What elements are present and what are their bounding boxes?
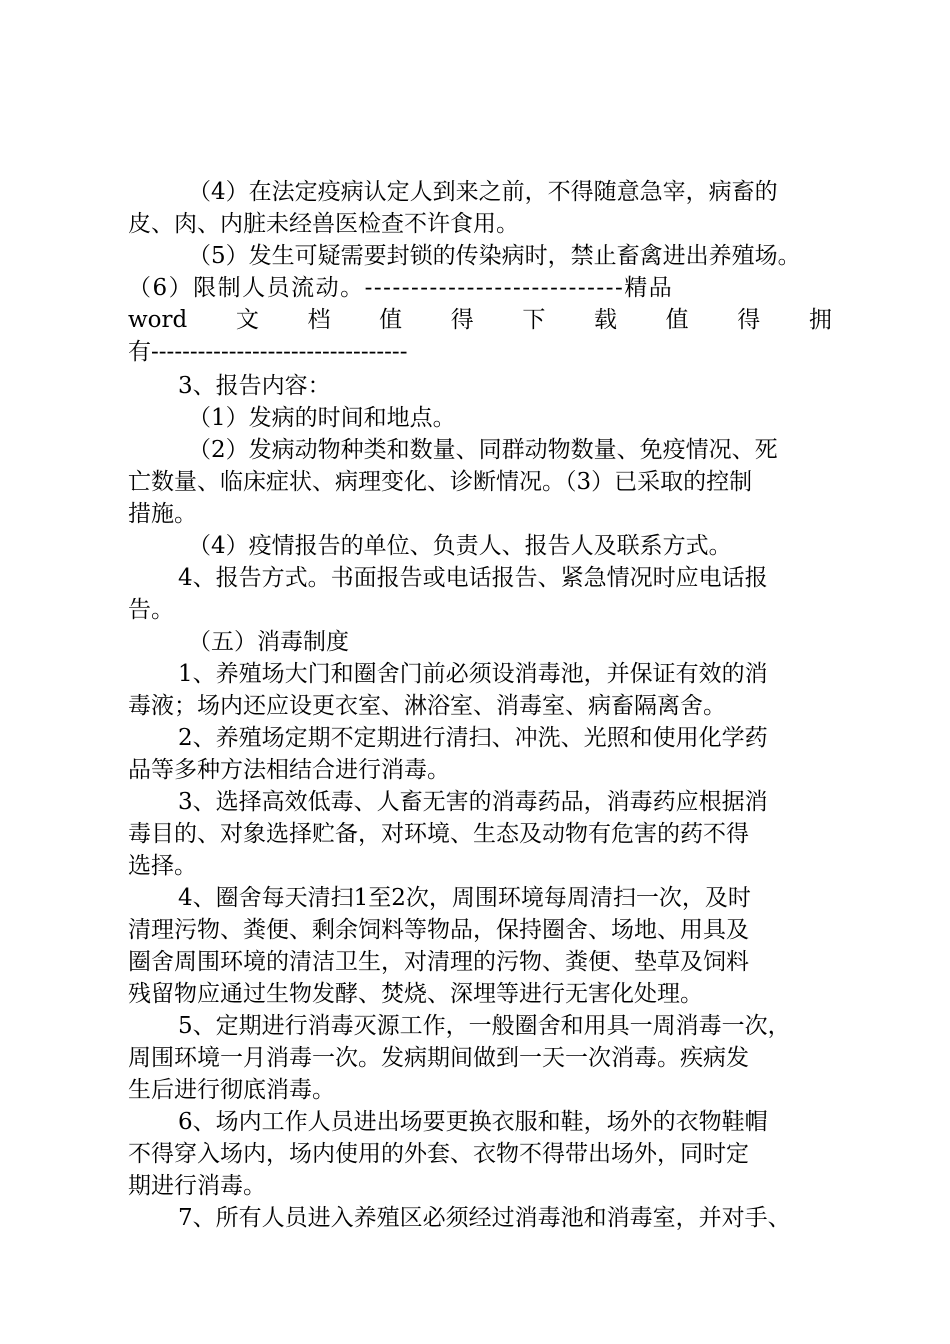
text-line: 1、养殖场大门和圈舍门前必须设消毒池，并保证有效的消 xyxy=(178,661,768,687)
text-line: （2）发病动物种类和数量、同群动物数量、免疫情况、死 xyxy=(188,437,778,463)
section-heading: 3、报告内容： xyxy=(178,373,331,399)
text-line: 毒目的、对象选择贮备，对环境、生态及动物有危害的药不得 xyxy=(128,821,749,847)
text-line: 2、养殖场定期不定期进行清扫、冲洗、光照和使用化学药 xyxy=(178,725,768,751)
spread-word: 值 xyxy=(665,307,689,333)
text-line: 品等多种方法相结合进行消毒。 xyxy=(128,757,450,783)
text-line: 周围环境一月消毒一次。发病期间做到一天一次消毒。疾病发 xyxy=(128,1045,749,1071)
text-line: 4、圈舍每天清扫1至2次，周围环境每周清扫一次，及时 xyxy=(178,885,751,911)
text-line: 7、所有人员进入养殖区必须经过消毒池和消毒室，并对手、 xyxy=(178,1205,791,1231)
text-line: （6）限制人员流动。----------------------------精品 xyxy=(128,275,674,301)
text-line: 亡数量、临床症状、病理变化、诊断情况。（3）已采取的控制 xyxy=(128,469,753,495)
text-line: 期进行消毒。 xyxy=(128,1173,266,1199)
spread-word: 档 xyxy=(307,307,331,333)
text-line: 不得穿入场内，场内使用的外套、衣物不得带出场外，同时定 xyxy=(128,1141,749,1167)
spread-word: 载 xyxy=(594,307,618,333)
text-line: 毒液；场内还应设更衣室、淋浴室、消毒室、病畜隔离舍。 xyxy=(128,693,726,719)
spread-word: 得 xyxy=(737,307,761,333)
text-line: 圈舍周围环境的清洁卫生，对清理的污物、粪便、垫草及饲料 xyxy=(128,949,749,975)
spread-word: word xyxy=(128,307,188,333)
section-heading: （五）消毒制度 xyxy=(188,629,349,655)
text-line: （4）在法定疫病认定人到来之前，不得随意急宰，病畜的 xyxy=(188,179,778,205)
text-line: 清理污物、粪便、剩余饲料等物品，保持圈舍、场地、用具及 xyxy=(128,917,749,943)
text-line: 6、场内工作人员进出场要更换衣服和鞋，场外的衣物鞋帽 xyxy=(178,1109,768,1135)
text-line: 皮、肉、内脏未经兽医检查不许食用。 xyxy=(128,211,519,237)
text-line: 4、报告方式。书面报告或电话报告、紧急情况时应电话报 xyxy=(178,565,768,591)
text-line: 3、选择高效低毒、人畜无害的消毒药品，消毒药应根据消 xyxy=(178,789,768,815)
spread-word: 拥 xyxy=(808,307,832,333)
spread-word: 文 xyxy=(235,307,259,333)
spread-word: 下 xyxy=(522,307,546,333)
text-line: （5）发生可疑需要封锁的传染病时，禁止畜禽进出养殖场。 xyxy=(188,243,801,269)
text-line: 生后进行彻底消毒。 xyxy=(128,1077,335,1103)
spread-word: 得 xyxy=(450,307,474,333)
spread-line xyxy=(128,304,832,336)
text-line: 选择。 xyxy=(128,853,197,879)
text-line: 措施。 xyxy=(128,501,197,527)
text-line: 有--------------------------------- xyxy=(128,339,408,365)
text-line: （4）疫情报告的单位、负责人、报告人及联系方式。 xyxy=(188,533,732,559)
text-line: （1）发病的时间和地点。 xyxy=(188,405,456,431)
text-line: 残留物应通过生物发酵、焚烧、深埋等进行无害化处理。 xyxy=(128,981,703,1007)
spread-word: 值 xyxy=(379,307,403,333)
document-page xyxy=(128,176,832,1234)
text-line: 5、定期进行消毒灭源工作，一般圈舍和用具一周消毒一次， xyxy=(178,1013,791,1039)
text-line: 告。 xyxy=(128,597,174,623)
